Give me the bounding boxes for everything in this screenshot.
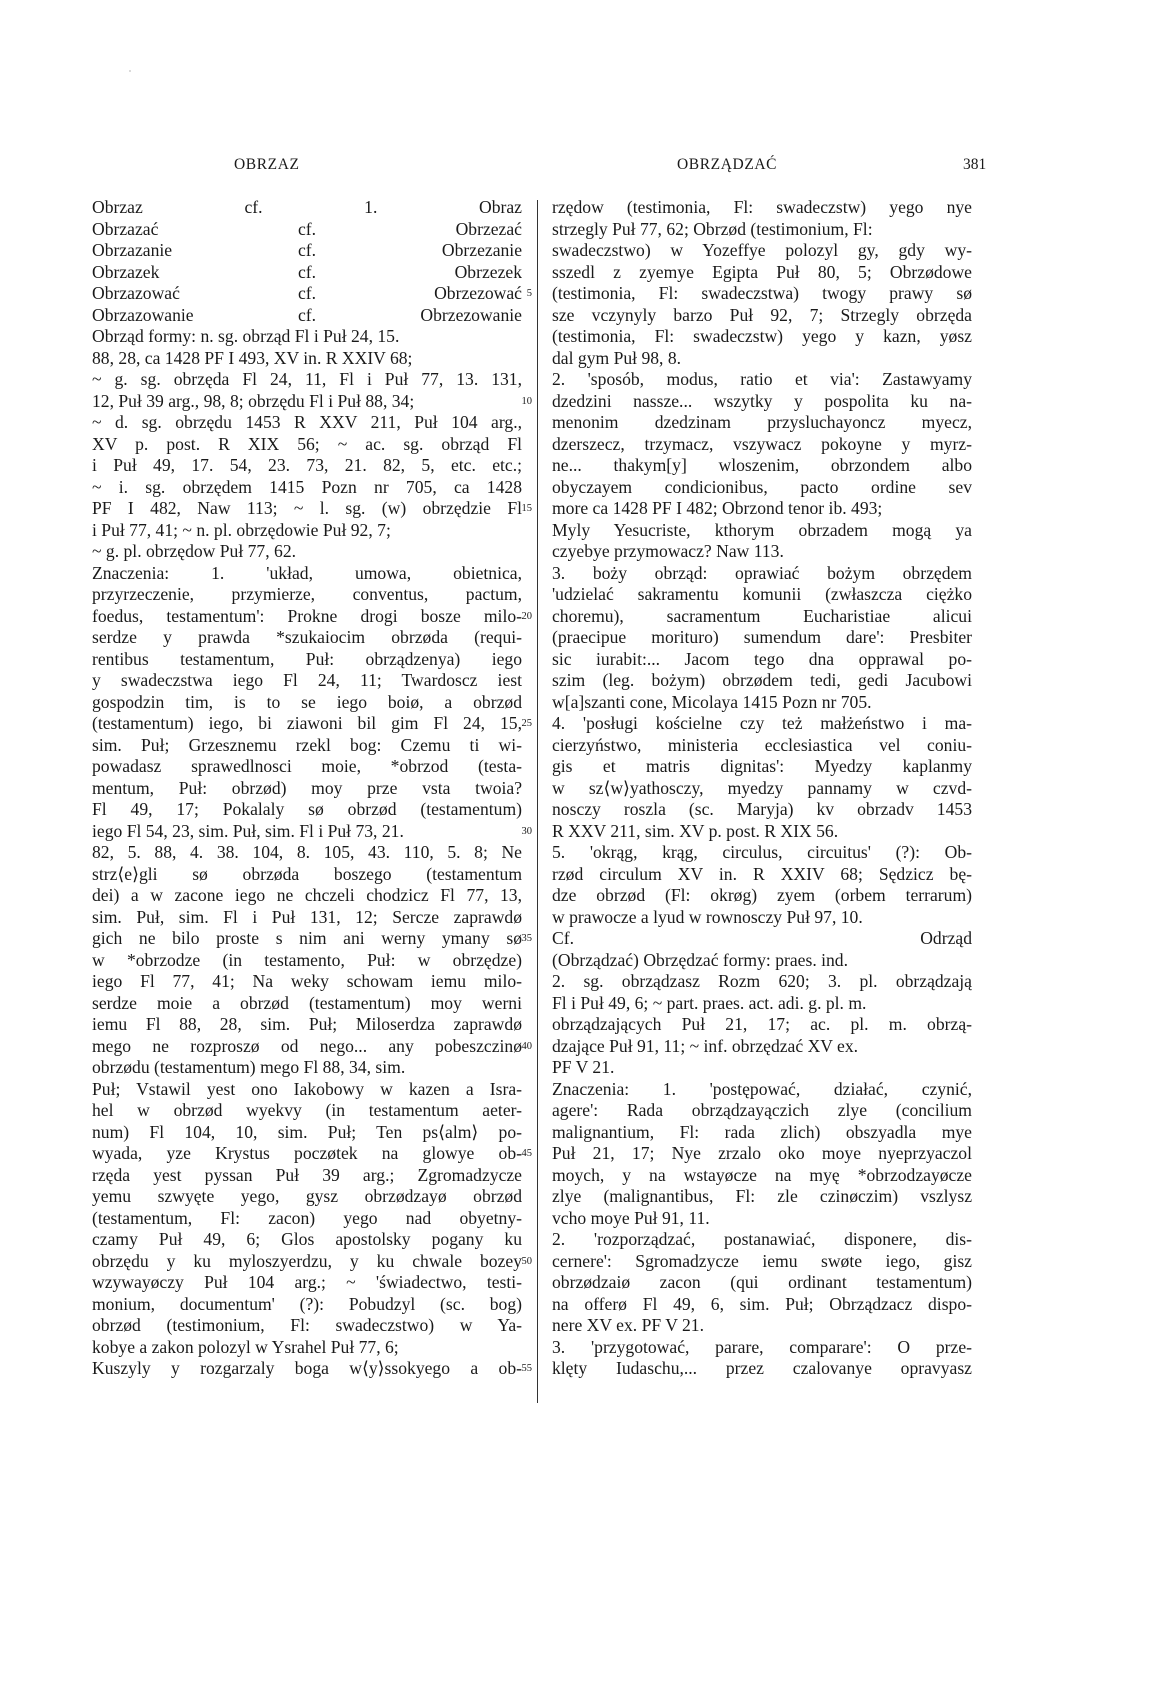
text-line: obrządzających Puł 21, 17; ac. pl. m. obrzą- xyxy=(552,1014,972,1034)
text-line: rzød circulum XV in. R XXIV 68; Sędzicz bę- xyxy=(552,863,972,884)
text-line: Obrzaz cf. 1. Obraz xyxy=(92,197,522,217)
text-line: Obrzazowanie cf. Obrzezowanie xyxy=(92,304,522,325)
text-line: serdze moie a obrzød (testamentum) moy werni xyxy=(92,992,522,1013)
line-number: 45 xyxy=(521,1148,532,1159)
text-line: przyrzeczenie, przymierze, conventus, pactum, xyxy=(92,584,522,604)
text-line: Obrzazować cf. Obrzezować xyxy=(92,283,522,303)
text-line: sszedl z zyemye Egipta Puł 80, 5; Obrzødowe xyxy=(552,261,972,282)
text-line: malignantium, Fl: rada zlich) obszyadla mye xyxy=(552,1121,972,1142)
text-line: 82, 5. 88, 4. 38. 104, 8. 105, 43. 110, 5. 8; Ne xyxy=(92,842,522,862)
text-line: iego Fl 77, 41; Na weky schowam iemu milo- xyxy=(92,971,522,991)
text-line: czamy Puł 49, 6; Glos apostolsky pogany ku xyxy=(92,1229,522,1249)
text-line: sim. Puł, sim. Fl i Puł 131, 12; Sercze zaprawdø xyxy=(92,906,522,927)
text-line: rentibus testamentum, Puł: obrządzenya) iego xyxy=(92,648,522,669)
text-line: ~ g. pl. obrzędow Puł 77, 62. xyxy=(92,541,297,561)
text-line: Obrząd formy: n. sg. obrząd Fl i Puł 24, 15. xyxy=(92,326,400,346)
text-line: PF I 482, Naw 113; ~ l. sg. (w) obrzędzie Fl xyxy=(92,498,522,518)
text-line: Fl 49, 17; Pokalaly sø obrzød (testamentum) xyxy=(92,799,522,819)
text-line: (testamentum) iego, bi ziawoni bil gim Fl 24, 15, xyxy=(92,713,522,733)
text-line: choremu), sacramentum Eucharistiae alicui xyxy=(552,605,972,626)
text-line: w prawocze a lyud w rownosczy Puł 97, 10. xyxy=(552,906,863,927)
text-line: sze vczynyly barzo Puł 92, 7; Strzegly obrzęda xyxy=(552,304,972,325)
text-line: Myly Yesucriste, kthorym obrzadem mogą ya xyxy=(552,519,972,540)
scan-speck xyxy=(129,70,131,72)
text-line: dzerszecz, trzymacz, vszywacz pokoyne y myrz- xyxy=(552,433,972,454)
text-line: Obrzazać cf. Obrzezać xyxy=(92,218,522,239)
text-line: (testimonia, Fl: swadeczstw) yego y kazn, yøsz xyxy=(552,326,972,346)
text-line: menonim dzedzinam przysluchayoncz myecz, xyxy=(552,412,972,432)
text-line: klęty Iudaschu,... przez czalovanye opravyasz xyxy=(552,1358,972,1378)
text-line: moych, y na wstayøcze na myę *obrzodzayøcze xyxy=(552,1164,972,1185)
text-line: rzęda yest pyssan Puł 39 arg.; Zgromadzycze xyxy=(92,1164,522,1185)
text-line: hel w obrzød wyekvy (in testamentum aeter- xyxy=(92,1100,522,1120)
text-line: 2. 'sposób, modus, ratio et via': Zastawyamy xyxy=(552,369,972,389)
text-line: XV p. post. R XIX 56; ~ ac. sg. obrząd Fl xyxy=(92,433,522,454)
text-line: sic iurabit:... Jacom tego dna opprawal po- xyxy=(552,648,972,669)
text-line: Znaczenia: 1. 'układ, umowa, obietnica, xyxy=(92,562,522,583)
text-line: 12, Puł 39 arg., 98, 8; obrzędu Fl i Puł 88, 34; xyxy=(92,390,415,411)
text-line: dze obrzød (Fl: okrøg) zyem (orbem terrarum) xyxy=(552,885,972,905)
text-line: ~ i. sg. obrzędem 1415 Pozn nr 705, ca 1428 xyxy=(92,476,522,497)
text-line: 3. 'przygotować, parare, comparare': O prze- xyxy=(552,1336,972,1357)
line-number: 20 xyxy=(521,610,532,622)
text-line: obrzędu y ku myloszyerdzu, y ku chwale bozey xyxy=(92,1250,522,1271)
text-line: (praecipue morituro) sumendum dare': Presbiter xyxy=(552,627,972,647)
line-number: 15 xyxy=(521,503,532,514)
text-line: foedus, testamentum': Prokne drogi bosze milo- xyxy=(92,605,522,626)
text-line: mego ne rozproszø od nego... any pobeszczinø xyxy=(92,1035,522,1056)
line-number: 10 xyxy=(521,395,532,407)
text-line: agere': Rada obrządzayączich zlye (concilium xyxy=(552,1100,972,1120)
text-line: wzywayøczy Puł 104 arg.; ~ 'świadectwo, testi- xyxy=(92,1272,522,1292)
text-line: 4. 'posługi kościelne czy też małżeństwo i ma- xyxy=(552,713,972,733)
text-line: (testimonia, Fl: swadeczstwa) twogy prawy sø xyxy=(552,283,972,303)
line-number: 25 xyxy=(521,718,532,729)
text-line: obrzød (testimonium, Fl: swadeczstwo) w Ya- xyxy=(92,1315,522,1335)
text-line: zlye (malignantibus, Fl: zle czinøczim) vszlysz xyxy=(552,1186,972,1206)
text-line: Obrzazek cf. Obrzezek xyxy=(92,261,522,282)
right-column xyxy=(552,197,972,1380)
text-line: dzedzini nassze... wszytky y pospolita ku na- xyxy=(552,390,972,411)
text-line: (Obrządzać) Obrzędzać formy: praes. ind. xyxy=(552,949,849,970)
text-line: nosczy roszla (sc. Maryja) kv obrzadv 1453 xyxy=(552,799,972,819)
column-divider xyxy=(537,200,538,1403)
text-line: i Puł 77, 41; ~ n. pl. obrzędowie Puł 92, 7; xyxy=(92,519,391,540)
text-line: w sz⟨w⟩yathosczy, myedzy pannamy w czvd- xyxy=(552,777,972,798)
text-line: dei) a w zacone iego ne chczeli chodzicz Fl 77, 13, xyxy=(92,885,522,905)
text-line: dal gym Puł 98, 8. xyxy=(552,347,682,368)
text-line: sim. Puł; Grzesznemu rzekl bog: Czemu ti wi- xyxy=(92,734,522,755)
running-head-left: OBRZAZ xyxy=(234,156,300,173)
page-number: 381 xyxy=(963,156,987,173)
text-line: Puł 21, 17; Nye zrzalo oko moye nyeprzyaczol xyxy=(552,1143,972,1163)
line-number: 30 xyxy=(521,825,532,837)
line-number: 55 xyxy=(521,1363,532,1374)
text-line: powadasz sprawedlnosci moie, *obrzod (testa- xyxy=(92,756,522,776)
line-number: 50 xyxy=(521,1255,532,1267)
text-line: ne... thakym[y] wloszenim, obrzondem albo xyxy=(552,455,972,475)
text-line: y swadeczstwa iego Fl 24, 11; Twardoscz iest xyxy=(92,670,522,690)
text-line: monium, documentum' (?): Pobudzyl (sc. bog) xyxy=(92,1293,522,1314)
text-line: Znaczenia: 1. 'postępować, działać, czynić, xyxy=(552,1078,972,1099)
text-line: iego Fl 54, 23, sim. Puł, sim. Fl i Puł 73, 21. xyxy=(92,820,404,841)
text-line: dzające Puł 91, 11; ~ inf. obrzędzać XV ex. xyxy=(552,1035,859,1056)
text-line: 88, 28, ca 1428 PF I 493, XV in. R XXIV 68; xyxy=(92,347,413,368)
text-line: czyebye przymowacz? Naw 113. xyxy=(552,541,784,561)
text-line: Puł; Vstawil yest ono Iakobowy w kazen a Isra- xyxy=(92,1078,522,1099)
text-line: ~ d. sg. obrzędu 1453 R XXV 211, Puł 104 arg., xyxy=(92,412,522,432)
text-line: Cf. Odrząd xyxy=(552,928,972,948)
text-line: Fl i Puł 49, 6; ~ part. praes. act. adi. g. pl. m. xyxy=(552,992,867,1013)
text-line: vcho moye Puł 91, 11. xyxy=(552,1207,710,1228)
text-line: i Puł 49, 17. 54, 23. 73, 21. 82, 5, etc. etc.; xyxy=(92,455,522,475)
text-line: na offerø Fl 49, 6, sim. Puł; Obrządzacz dispo- xyxy=(552,1293,972,1314)
text-line: 'udzielać sakramentu komunii (zwłaszcza ciężko xyxy=(552,584,972,604)
text-line: gis et matris dignitas': Myedzy kaplanmy xyxy=(552,756,972,776)
text-line: 5. 'okrąg, krąg, circulus, circuitus' (?): Ob- xyxy=(552,842,972,862)
text-line: strz⟨e⟩gli sø obrzøda boszego (testamentum xyxy=(92,863,522,884)
text-line: iemu Fl 88, 28, sim. Puł; Miloserdza zaprawdø xyxy=(92,1014,522,1034)
text-line: PF V 21. xyxy=(552,1057,615,1077)
text-line: Kuszyly y rozgarzaly boga w⟨y⟩ssokyego a ob- xyxy=(92,1358,522,1378)
text-line: szim (leg. bożym) obrzødem tedi, gedi Jacubowi xyxy=(552,670,972,690)
text-line: Obrzazanie cf. Obrzezanie xyxy=(92,240,522,260)
text-line: 3. boży obrząd: oprawiać bożym obrzędem xyxy=(552,562,972,583)
line-number: 5 xyxy=(526,288,532,299)
text-line: more ca 1428 PF I 482; Obrzond tenor ib. 493; xyxy=(552,498,883,518)
line-number: 40 xyxy=(521,1040,532,1052)
text-line: gich ne bilo proste s nim ani werny ymany sø xyxy=(92,928,522,948)
text-line: mentum, Puł: obrzød) moy prze vsta twoia? xyxy=(92,777,522,798)
text-line: wyada, yze Krystus poczøtek na glowye ob- xyxy=(92,1143,522,1163)
text-line: kobye a zakon polozyl w Ysrahel Puł 77, 6; xyxy=(92,1336,399,1357)
text-line: (testamentum, Fl: zacon) yego nad obyetny- xyxy=(92,1207,522,1228)
text-line: 2. 'rozporządzać, postanawiać, disponere, dis- xyxy=(552,1229,972,1249)
text-line: w *obrzodze (in testamento, Puł: w obrzędze) xyxy=(92,949,522,970)
text-line: obrzødu (testamentum) mego Fl 88, 34, sim. xyxy=(92,1057,406,1077)
left-column xyxy=(92,197,522,1380)
text-line: swadeczstwo) w Yozeffye polozyl gy, gdy wy- xyxy=(552,240,972,260)
text-line: serdze y prawda *szukaiocim obrzøda (requi- xyxy=(92,627,522,647)
text-line: num) Fl 104, 10, sim. Puł; Ten ps⟨alm⟩ po- xyxy=(92,1121,522,1142)
text-line: strzegly Puł 77, 62; Obrzød (testimonium, Fl: xyxy=(552,218,873,239)
text-line: cernere': Sgromadzycze iemu swøte iego, gisz xyxy=(552,1250,972,1271)
text-line: 2. sg. obrządzasz Rozm 620; 3. pl. obrządzają xyxy=(552,971,972,991)
text-line: obrzødzaiø zacon (qui ordinant testamentum) xyxy=(552,1272,972,1292)
text-line: rzędow (testimonia, Fl: swadeczstw) yego nye xyxy=(552,197,972,217)
line-number: 35 xyxy=(521,933,532,944)
text-line: cierzyństwo, ministeria ecclesiastica vel coniu- xyxy=(552,734,972,755)
text-line: yemu szwyęte yego, gysz obrzødzayø obrzød xyxy=(92,1186,522,1206)
text-line: ~ g. sg. obrzęda Fl 24, 11, Fl i Puł 77, 13. 131, xyxy=(92,369,522,389)
running-head-center: OBRZĄDZAĆ xyxy=(677,156,778,173)
text-line: R XXV 211, sim. XV p. post. R XIX 56. xyxy=(552,820,839,841)
text-line: nere XV ex. PF V 21. xyxy=(552,1315,704,1335)
text-line: gospodzin tim, is to se iego boiø, a obrzød xyxy=(92,691,522,712)
text-line: w[a]szanti cone, Micolaya 1415 Pozn nr 705. xyxy=(552,691,872,712)
text-line: obyczayem condicionibus, pacto ordine sev xyxy=(552,476,972,497)
